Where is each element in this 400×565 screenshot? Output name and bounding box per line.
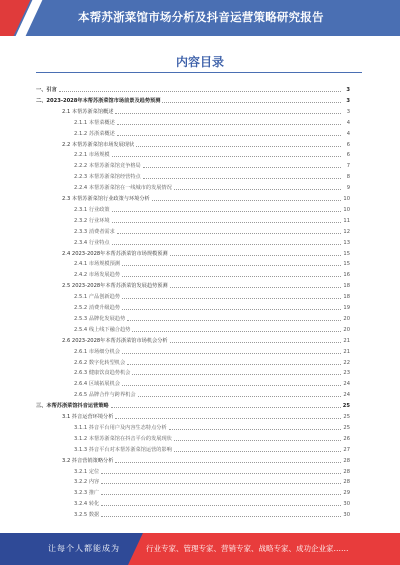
toc-entry-page: 30 <box>343 512 350 519</box>
toc-entry-page: 26 <box>343 435 350 442</box>
toc-leader-dots <box>174 189 341 190</box>
toc-entry-page: 16 <box>343 272 350 279</box>
toc-entry[interactable] <box>74 467 350 475</box>
toc-leader-dots <box>115 113 341 114</box>
report-title: 本帮苏浙菜馆市场分析及抖音运营策略研究报告 <box>78 10 324 24</box>
toc-leader-dots <box>122 298 341 299</box>
toc-entry-page: 18 <box>343 294 350 301</box>
toc-leader-dots <box>117 233 341 234</box>
toc-leader-dots <box>122 353 341 354</box>
toc-entry[interactable] <box>74 259 350 267</box>
toc-leader-dots <box>127 364 341 365</box>
toc-entry-page: 18 <box>343 283 350 290</box>
toc-entry-label: 2.6.2 数字化转型机会 <box>74 359 126 366</box>
toc-entry-label: 3.2.3 推广 <box>74 490 100 497</box>
toc-leader-dots <box>101 505 341 506</box>
toc-leader-dots <box>132 374 341 375</box>
toc-leader-dots <box>101 494 341 495</box>
toc-leader-dots <box>143 178 341 179</box>
toc-entry-label: 2.3.2 行业环境 <box>74 217 110 224</box>
toc-entry-page: 30 <box>343 501 350 508</box>
toc-entry-page: 20 <box>343 326 350 333</box>
toc-entry[interactable] <box>62 107 350 115</box>
toc-leader-dots <box>112 222 341 223</box>
toc-entry-page: 4 <box>346 130 350 137</box>
toc-entry-page: 6 <box>346 152 350 159</box>
toc-entry-page: 3 <box>346 97 350 104</box>
toc-entry-page: 25 <box>343 424 350 431</box>
toc-leader-dots <box>127 320 341 321</box>
toc-entry[interactable] <box>74 445 350 453</box>
toc-entry-page: 8 <box>346 174 350 181</box>
toc-title: 内容目录 <box>175 55 224 69</box>
toc-entry-label: 3.2.4 转化 <box>74 501 100 508</box>
toc-entry-label: 2.6.1 市场细分机会 <box>74 348 120 355</box>
toc-entry-label: 一、引言 <box>36 87 57 93</box>
toc-entry-label: 2.2.4 本帮苏浙菜馆在一线城市的发展情况 <box>74 185 172 192</box>
toc-entry-page: 3 <box>346 108 350 115</box>
toc-entry[interactable] <box>74 270 350 278</box>
toc-entry[interactable] <box>36 96 350 104</box>
toc-entry-page: 4 <box>346 119 350 126</box>
toc-entry-page: 11 <box>343 217 350 224</box>
toc-entry-page: 10 <box>343 196 350 202</box>
toc-entry[interactable] <box>74 325 350 333</box>
toc-leader-dots <box>169 429 341 430</box>
toc-entry-page: 13 <box>343 239 350 246</box>
toc-entry-label: 2.4.2 市场发展趋势 <box>74 272 120 279</box>
toc-entry-label: 3.2.1 定位 <box>74 468 100 475</box>
toc-entry-label: 2.4.1 市场规模预测 <box>74 261 120 268</box>
toc-entry-page: 3 <box>346 87 350 93</box>
toc-entry[interactable] <box>62 194 350 202</box>
toc-entry[interactable] <box>62 456 350 464</box>
toc-entry[interactable] <box>62 249 350 257</box>
toc-entry-page: 25 <box>342 403 350 410</box>
toc-entry-label: 2.5.3 品牌化发展趋势 <box>74 315 126 322</box>
toc-leader-dots <box>132 331 341 332</box>
toc-entry-label: 2.6.4 区域拓展机会 <box>74 381 120 388</box>
toc-entry[interactable] <box>74 314 350 322</box>
toc-leader-dots <box>136 146 341 147</box>
toc-entry[interactable] <box>74 216 350 224</box>
toc-entry[interactable] <box>74 172 350 180</box>
toc-leader-dots <box>112 211 341 212</box>
toc-entry-page: 10 <box>343 206 350 213</box>
toc-entry-page: 29 <box>343 490 350 497</box>
report-header <box>0 0 400 36</box>
toc-leader-dots <box>115 462 341 463</box>
toc-entry-label: 2.6 2023-2028年本帮苏浙菜馆市场机会分析 <box>62 337 168 344</box>
toc-entry-label: 2.4 2023-2028年本帮苏浙菜馆市场规模预测 <box>62 250 168 257</box>
toc-entry[interactable] <box>74 183 350 191</box>
toc-entry[interactable] <box>74 227 350 235</box>
toc-entry-label: 3.2.5 数据 <box>74 512 100 519</box>
toc-entry-page: 28 <box>343 468 350 475</box>
toc-entry-label: 二、2023-2028年本帮苏浙菜馆市场前景及趋势预测 <box>36 97 161 104</box>
toc-entry-page: 21 <box>343 348 350 355</box>
toc-entry[interactable] <box>74 434 350 442</box>
toc-entry[interactable] <box>74 477 350 485</box>
toc-leader-dots <box>112 244 341 245</box>
toc-entry-label: 2.5.1 产品创新趋势 <box>74 294 120 301</box>
toc-entry-page: 15 <box>343 250 350 257</box>
toc-leader-dots <box>111 407 341 408</box>
toc-entry-page: 7 <box>346 163 350 170</box>
toc-leader-dots <box>170 255 341 256</box>
toc-leader-dots <box>122 309 341 310</box>
toc-entry-label: 2.3.4 行业特点 <box>74 239 110 246</box>
toc-leader-dots <box>122 385 341 386</box>
toc-leader-dots <box>143 167 341 168</box>
toc-entry-label: 2.5.2 消费升级趋势 <box>74 305 120 311</box>
toc-entry-label: 2.3 本帮苏浙菜馆行业政策与环境分析 <box>62 196 150 202</box>
toc-entry[interactable] <box>74 368 350 376</box>
toc-leader-dots <box>162 102 341 103</box>
toc-entry-page: 27 <box>343 446 350 453</box>
toc-divider <box>36 72 362 73</box>
page-footer <box>0 533 400 565</box>
toc-leader-dots <box>101 516 341 517</box>
toc-entry[interactable] <box>74 303 350 311</box>
toc-leader-dots <box>115 418 341 419</box>
toc-entry-label: 2.1.2 苏浙菜概述 <box>74 130 115 137</box>
toc-leader-dots <box>101 483 341 484</box>
toc-entry-label: 3.1 抖音运营环境分析 <box>62 414 114 420</box>
toc-entry[interactable] <box>74 358 350 366</box>
toc-entry-page: 9 <box>346 185 350 192</box>
toc-entry-page: 24 <box>343 392 350 399</box>
toc-leader-dots <box>174 440 341 441</box>
toc-entry-page: 28 <box>343 479 350 486</box>
toc-entry-page: 25 <box>343 414 350 420</box>
toc-leader-dots <box>122 276 341 277</box>
toc-entry-page: 22 <box>343 359 350 366</box>
toc-entry[interactable] <box>74 347 350 355</box>
toc-leader-dots <box>170 342 341 343</box>
toc-entry[interactable] <box>74 238 350 246</box>
toc-leader-dots <box>152 200 341 201</box>
toc-leader-dots <box>122 265 341 266</box>
footer-slogan: 让每个人都能成为 <box>48 544 120 553</box>
toc-entry-label: 2.2.1 市场规模 <box>74 152 110 159</box>
toc-entry[interactable] <box>74 510 350 518</box>
toc-entry-label: 3.2.2 内容 <box>74 479 100 486</box>
toc-entry-label: 2.5.4 线上线下融合趋势 <box>74 326 131 333</box>
toc-entry-label: 2.6.5 品牌合作与跨界机会 <box>74 392 136 399</box>
toc-entry-label: 2.1.1 本帮菜概述 <box>74 119 115 126</box>
toc-entry[interactable] <box>74 379 350 387</box>
toc-entry[interactable] <box>74 390 350 398</box>
toc-entry[interactable] <box>62 281 350 289</box>
toc-leader-dots <box>117 124 341 125</box>
toc-entry-label: 3.1.3 抖音平台对本帮苏浙菜馆运营的影响 <box>74 446 172 453</box>
toc-entry-label: 3.1.2 本帮苏浙菜馆在抖音平台的发展现状 <box>74 435 172 442</box>
toc-entry[interactable] <box>74 423 350 431</box>
toc-entry-label: 2.5 2023-2028年本帮苏浙菜馆发展趋势预测 <box>62 283 168 290</box>
toc-entry-page: 6 <box>346 141 350 148</box>
toc-leader-dots <box>138 396 341 397</box>
toc-entry-label: 2.1 本帮苏浙菜馆概述 <box>62 108 114 115</box>
toc-entry[interactable] <box>62 140 350 148</box>
toc-leader-dots <box>170 287 341 288</box>
toc-entry[interactable] <box>62 412 350 420</box>
footer-tagline: 行业专家、管理专家、营销专家、战略专家、成功企业家…… <box>146 544 349 553</box>
toc-entry-page: 19 <box>343 305 350 311</box>
toc-entry[interactable] <box>62 336 350 344</box>
toc-entry[interactable] <box>74 150 350 158</box>
toc-leader-dots <box>174 451 341 452</box>
toc-leader-dots <box>59 91 341 92</box>
toc-entry[interactable] <box>36 85 350 93</box>
toc-entry-label: 2.3.1 行业政策 <box>74 206 110 213</box>
toc-entry-page: 28 <box>343 457 350 464</box>
toc-entry[interactable] <box>74 488 350 496</box>
toc-entry-page: 12 <box>343 228 350 235</box>
toc-entry-label: 三、本帮苏浙菜馆抖音运营策略 <box>36 403 109 410</box>
toc-entry[interactable] <box>74 118 350 126</box>
toc-entry-page: 24 <box>343 381 350 388</box>
toc-leader-dots <box>112 156 341 157</box>
toc-entry[interactable] <box>74 205 350 213</box>
toc-entry-label: 2.2.3 本帮苏浙菜馆经营特点 <box>74 174 141 181</box>
toc-entry[interactable] <box>36 401 350 409</box>
toc-entry-page: 15 <box>343 261 350 268</box>
toc-entry-label: 3.1.1 抖音平台用户及内容生态特点分析 <box>74 424 167 431</box>
toc-leader-dots <box>117 135 341 136</box>
toc-entry[interactable] <box>74 292 350 300</box>
toc-entry-label: 2.6.3 健康饮食趋势机会 <box>74 370 131 377</box>
toc-entry-label: 2.3.3 消费者需求 <box>74 228 115 235</box>
toc-entry-page: 20 <box>343 315 350 322</box>
toc-entry-label: 2.2.2 本帮苏浙菜馆竞争格局 <box>74 163 141 170</box>
toc-leader-dots <box>101 473 341 474</box>
toc-entry-page: 23 <box>343 370 350 377</box>
toc-entry[interactable] <box>74 129 350 137</box>
toc-entry-label: 3.2 抖音营销策略分析 <box>62 457 114 464</box>
toc-entry[interactable] <box>74 499 350 507</box>
toc-entry-label: 2.2 本帮苏浙菜馆市场发展现状 <box>62 141 135 148</box>
toc-entry[interactable] <box>74 161 350 169</box>
toc-entry-page: 21 <box>343 337 350 344</box>
